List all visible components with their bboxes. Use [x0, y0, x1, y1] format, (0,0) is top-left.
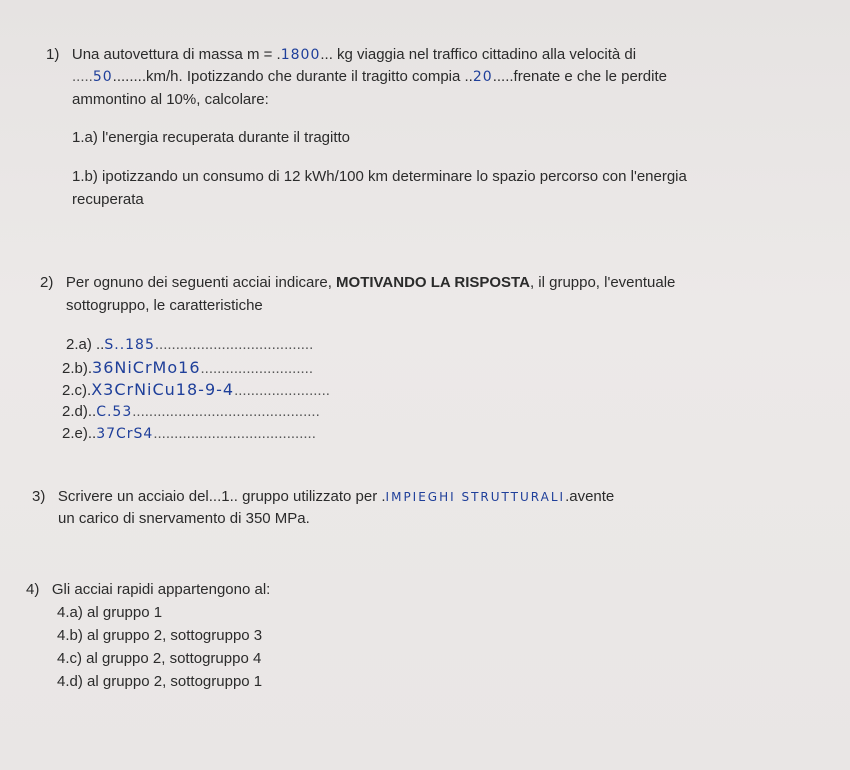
q2-line2: sottogruppo, le caratteristiche	[66, 297, 263, 314]
q1-number: 1)	[46, 46, 60, 63]
q3-line1: 3) Scrivere un acciaio del...1.. gruppo utilizzato per .IMPIEGHI STRUTTURALI.avente	[32, 488, 615, 505]
q4-option-a: 4.a) al gruppo 1	[57, 604, 163, 621]
q3-group-answer: 1	[221, 488, 230, 505]
q4-option-b: 4.b) al gruppo 2, sottogruppo 3	[57, 627, 263, 644]
q2-item-b: 2.b).36NiCrMo16...........................	[62, 358, 314, 377]
q3-line2: un carico di snervamento di 350 MPa.	[58, 510, 310, 527]
q2-item-d: 2.d)..C.53.............................................	[62, 403, 320, 420]
q2-item-e: 2.e)..37CrS4.......................................	[62, 425, 316, 442]
q4-title: 4) Gli acciai rapidi appartengono al:	[26, 581, 271, 598]
q1-mass-answer: 1800	[280, 47, 321, 63]
q2-line1: 2) Per ognuno dei seguenti acciai indicare, MOTIVANDO LA RISPOSTA, il gruppo, l'eventuale	[40, 274, 676, 291]
q1-item-b-line1: 1.b) ipotizzando un consumo di 12 kWh/100 km determinare lo spazio percorso con l'energia	[72, 168, 687, 185]
q1-text-post: ... kg viaggia nel traffico cittadino alla velocità di	[320, 46, 637, 63]
q2-emphasis: MOTIVANDO LA RISPOSTA	[336, 274, 530, 291]
q3-use-answer: IMPIEGHI STRUTTURALI	[385, 490, 566, 504]
q2-item-a: 2.a) ..S..185......................................	[66, 336, 314, 353]
q1-line2: .....50........km/h. Ipotizzando che durante il tragitto compia ..20.....frenate e che le perdite	[72, 68, 667, 85]
q2-number: 2)	[40, 274, 54, 291]
q1-item-a: 1.a) l'energia recuperata durante il tragitto	[72, 129, 351, 146]
q2-answer-a: S..185	[104, 337, 155, 353]
q1-text-pre: Una autovettura di massa m = .	[71, 46, 281, 63]
q1-line1	[46, 46, 636, 64]
q3-number: 3)	[32, 488, 46, 505]
q1-speed-answer: 50	[92, 69, 113, 85]
q4-option-c: 4.c) al gruppo 2, sottogruppo 4	[57, 650, 262, 667]
q2-answer-d: C.53	[96, 404, 133, 420]
q2-item-c: 2.c).X3CrNiCu18-9-4.......................	[62, 380, 330, 399]
q1-brakes-answer: 20	[472, 69, 493, 85]
q4-number: 4)	[26, 581, 40, 598]
q2-answer-e: 37CrS4	[96, 426, 154, 442]
q4-option-d: 4.d) al gruppo 2, sottogruppo 1	[57, 673, 263, 690]
q1-item-b-line2: recuperata	[72, 191, 144, 208]
q2-answer-b: 36NiCrMo16	[92, 358, 201, 377]
q1-line3: ammontino al 10%, calcolare:	[72, 91, 269, 108]
q2-answer-c: X3CrNiCu18-9-4	[91, 380, 235, 399]
